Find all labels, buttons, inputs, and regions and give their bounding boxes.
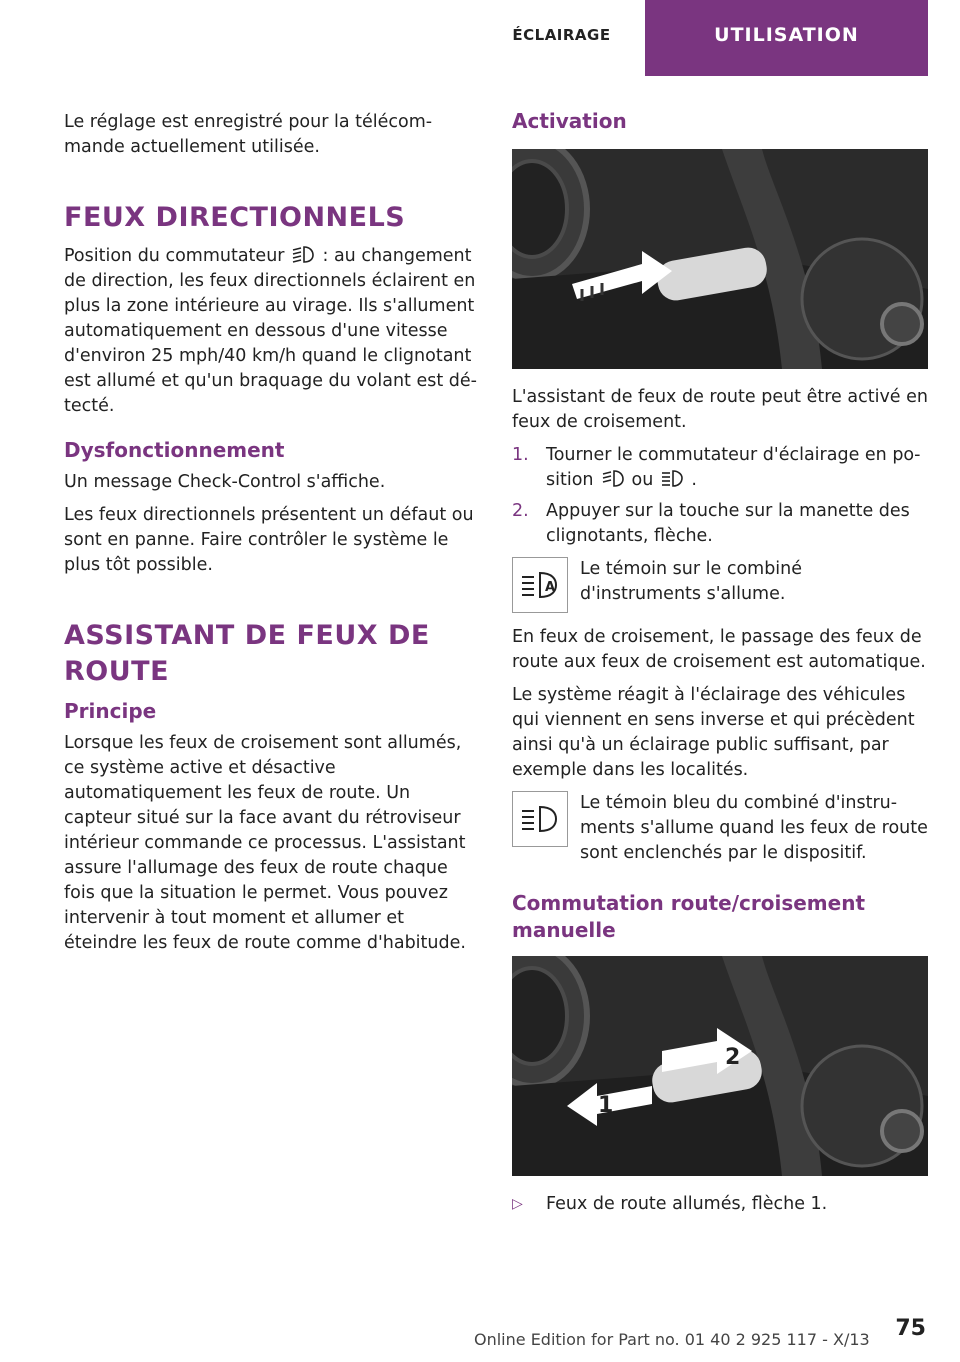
bullet-text: Feux de route allumés, flèche 1.: [546, 1194, 828, 1214]
dysfonctionnement-line-1: Un message Check-Control s'affiche.: [64, 472, 386, 492]
page-number: 75: [895, 1316, 926, 1341]
heading-dysfonctionnement: Dysfonctionnement: [64, 438, 285, 462]
heading-feux-directionnels: FEUX DIRECTIONNELS: [64, 202, 406, 233]
left-column: [64, 110, 482, 964]
activation-photo: [512, 149, 928, 369]
feux-text-post: : au changement de direction, les feux directionnels éclairent en plus la zone intérieure au virage. Ils s'allument automatiquement en dessous d'une vitesse d'environ 25 mph/40 km/h quand le clignotant est allumé et qu'un braquage du volant est dé‐ tecté.: [64, 246, 477, 416]
croisement-paragraph: En feux de croisement, le passage des feux de route aux feux de croisement est automatique.: [512, 627, 926, 672]
indicator-note-2: [512, 791, 928, 866]
arrow-label-2: 2: [725, 1045, 741, 1070]
list-item: [512, 499, 928, 549]
indicator-note-1-text: Le témoin sur le combiné d'instruments s'allume.: [580, 559, 803, 604]
step-text-pre: Tourner le commutateur d'éclairage en po‐ sition: [546, 445, 921, 490]
activation-paragraph: L'assistant de feux de route peut être activé en feux de croisement.: [512, 387, 928, 432]
step-number: 2.: [512, 501, 529, 521]
list-item: [512, 443, 928, 493]
high-beam-indicator-icon: [512, 791, 568, 847]
activation-steps: [512, 443, 928, 549]
step-text: Appuyer sur la touche sur la manette des clignotants, flèche.: [546, 501, 910, 546]
dysfonctionnement-line-2: Les feux directionnels présentent un défaut ou sont en panne. Faire contrôler le système le plus tôt possible.: [64, 505, 474, 575]
heading-activation: Activation: [512, 109, 627, 133]
feux-directionnels-paragraph: [64, 244, 482, 419]
heading-assistant-feux-route: ASSISTANT DE FEUX DE ROUTE: [64, 620, 430, 687]
heading-commutation-manuelle: Commutation route/croisement manuelle: [512, 891, 866, 942]
stalk-arrows-illustration: [512, 956, 928, 1176]
header-chapter-tab: UTILISATION: [645, 0, 928, 76]
svg-text:A: A: [545, 580, 556, 595]
list-item: [512, 1192, 928, 1217]
step-text: [546, 443, 928, 493]
right-column: [512, 108, 928, 1217]
steering-stalk-illustration: [512, 149, 928, 369]
low-beam-switch-icon: [600, 468, 626, 488]
indicator-note-1: [512, 557, 928, 613]
commutation-photo: [512, 956, 928, 1176]
headlight-icon: [659, 468, 685, 488]
step-number: 1.: [512, 445, 529, 465]
header-section-title: ÉCLAIRAGE: [512, 26, 611, 44]
indicator-note-2-text: Le témoin bleu du combiné d'instru‐ ments s'allume quand les feux de route sont enclenchés par le dispositif.: [580, 793, 928, 863]
high-beam-assistant-indicator-icon: [512, 557, 568, 613]
bullet-triangle-icon: ▷: [512, 1196, 523, 1212]
footer-edition: Online Edition for Part no. 01 40 2 925 117 - X/13: [474, 1330, 870, 1349]
principe-paragraph: Lorsque les feux de croisement sont allumés, ce système active et désactive automatiquement les feux de route. Un capteur situé sur la face avant du rétroviseur intérieur commande ce processus. L'assistant assure l'allumage des feux de route chaque fois que la situation le permet. Vous pouvez intervenir à tout moment et allumer et éteindre les feux de route comme d'habitude.: [64, 733, 466, 953]
arrow-label-1: 1: [598, 1093, 614, 1118]
feux-text-pre: Position du commutateur: [64, 246, 285, 266]
step-text-post: .: [691, 470, 697, 490]
step-text-mid: ou: [631, 470, 654, 490]
low-beam-switch-icon: [290, 244, 316, 264]
heading-principe: Principe: [64, 699, 157, 723]
systeme-paragraph: Le système réagit à l'éclairage des véhicules qui viennent en sens inverse et qui précèdent ainsi qu'à un éclairage public suffisant, par exemple dans les localités.: [512, 685, 915, 780]
intro-paragraph: Le réglage est enregistré pour la télécom‐ mande actuellement utilisée.: [64, 112, 433, 157]
